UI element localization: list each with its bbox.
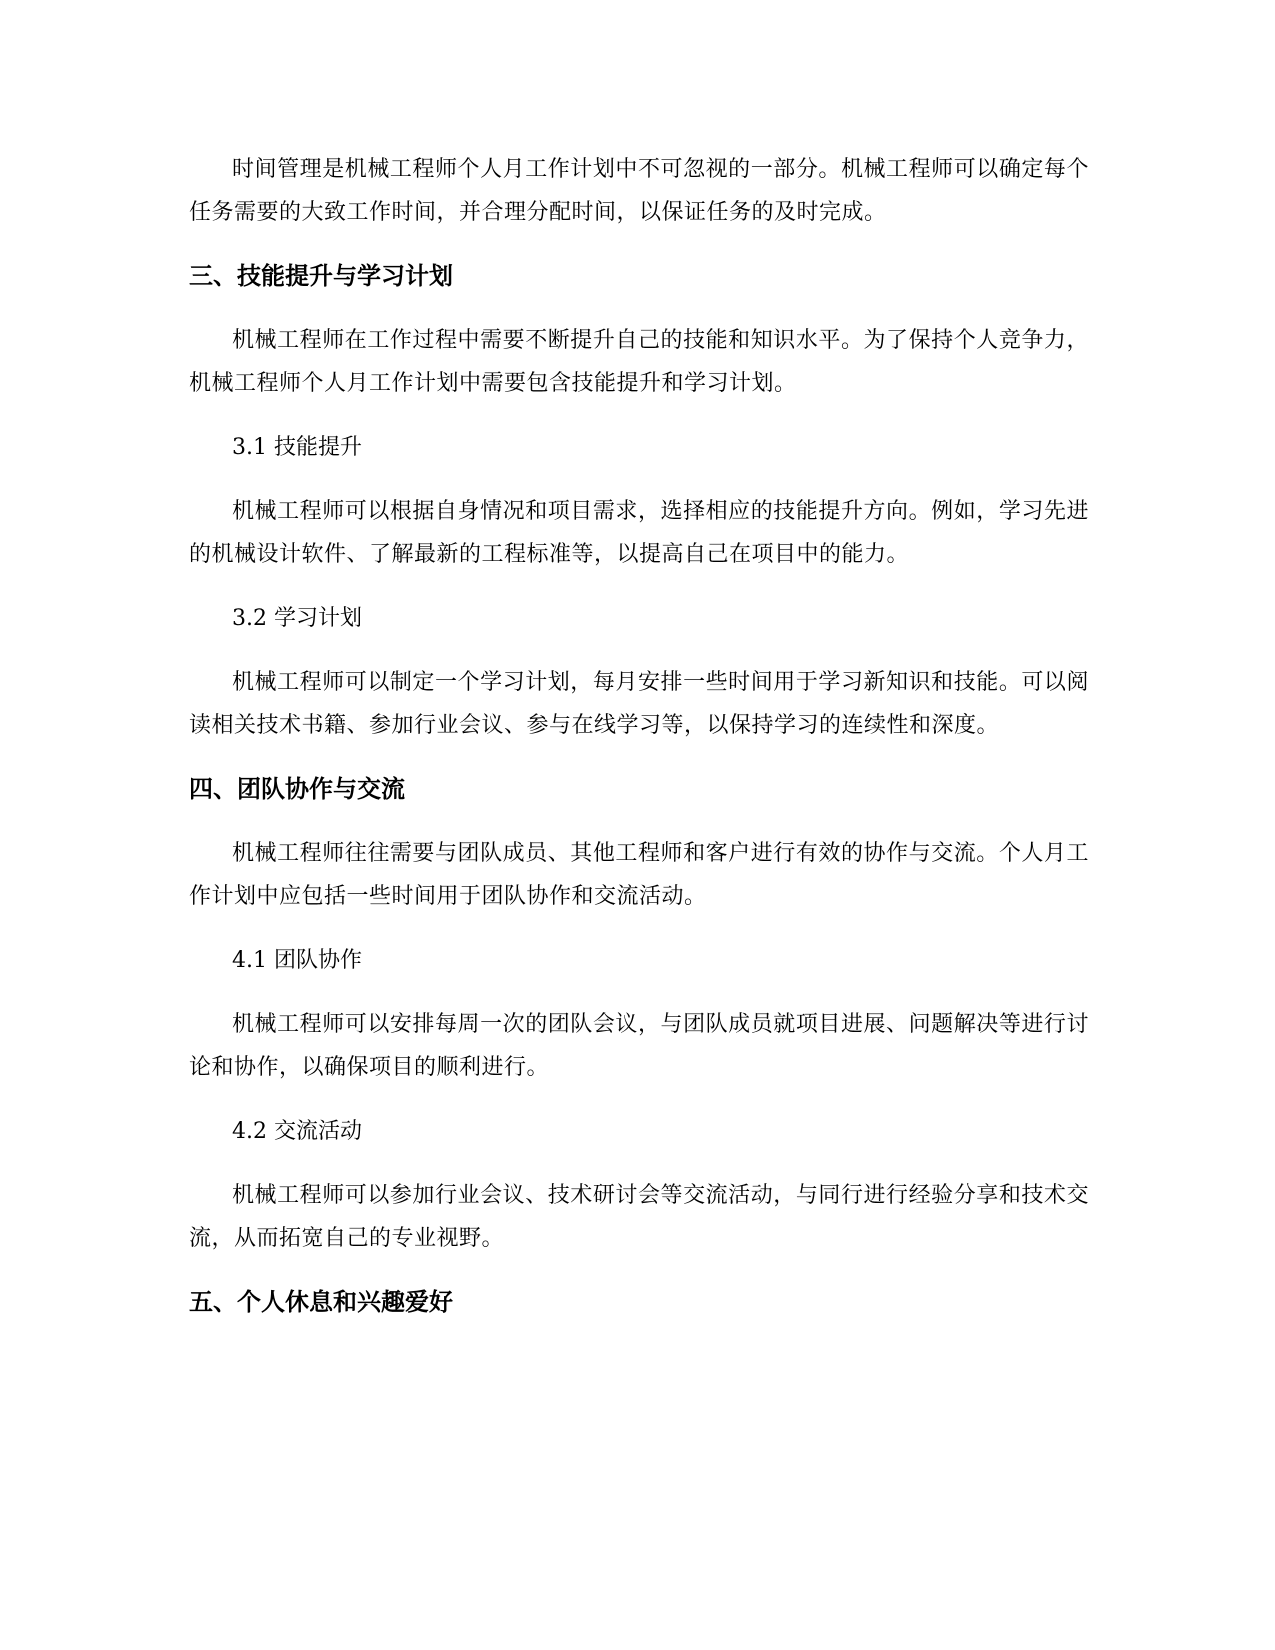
section-heading-4: 四、团队协作与交流 [189, 775, 405, 803]
subheading-3-2: 3.2 学习计划 [232, 606, 362, 631]
paragraph-section-4: 机械工程师往往需要与团队成员、其他工程师和客户进行有效的协作与交流。个人月工作计划中应包括一些时间用于团队协作和交流活动。 [189, 841, 1089, 909]
paragraph-4-1: 机械工程师可以安排每周一次的团队会议，与团队成员就项目进展、问题解决等进行讨论和协作，以确保项目的顺利进行。 [189, 1012, 1089, 1080]
paragraph-3-2: 机械工程师可以制定一个学习计划，每月安排一些时间用于学习新知识和技能。可以阅读相关技术书籍、参加行业会议、参与在线学习等，以保持学习的连续性和深度。 [189, 670, 1089, 738]
subheading-4-1: 4.1 团队协作 [232, 948, 362, 973]
paragraph-time-management: 时间管理是机械工程师个人月工作计划中不可忽视的一部分。机械工程师可以确定每个任务需要的大致工作时间，并合理分配时间，以保证任务的及时完成。 [189, 157, 1089, 225]
section-heading-3: 三、技能提升与学习计划 [189, 262, 453, 290]
section-heading-5: 五、个人休息和兴趣爱好 [189, 1288, 453, 1316]
document-body [189, 148, 1089, 1345]
paragraph-section-3: 机械工程师在工作过程中需要不断提升自己的技能和知识水平。为了保持个人竞争力，机械工程师个人月工作计划中需要包含技能提升和学习计划。 [189, 328, 1089, 396]
subheading-3-1: 3.1 技能提升 [232, 435, 362, 460]
paragraph-3-1: 机械工程师可以根据自身情况和项目需求，选择相应的技能提升方向。例如，学习先进的机械设计软件、了解最新的工程标准等，以提高自己在项目中的能力。 [189, 499, 1089, 567]
subheading-4-2: 4.2 交流活动 [232, 1119, 362, 1144]
paragraph-4-2: 机械工程师可以参加行业会议、技术研讨会等交流活动，与同行进行经验分享和技术交流，从而拓宽自己的专业视野。 [189, 1183, 1089, 1251]
